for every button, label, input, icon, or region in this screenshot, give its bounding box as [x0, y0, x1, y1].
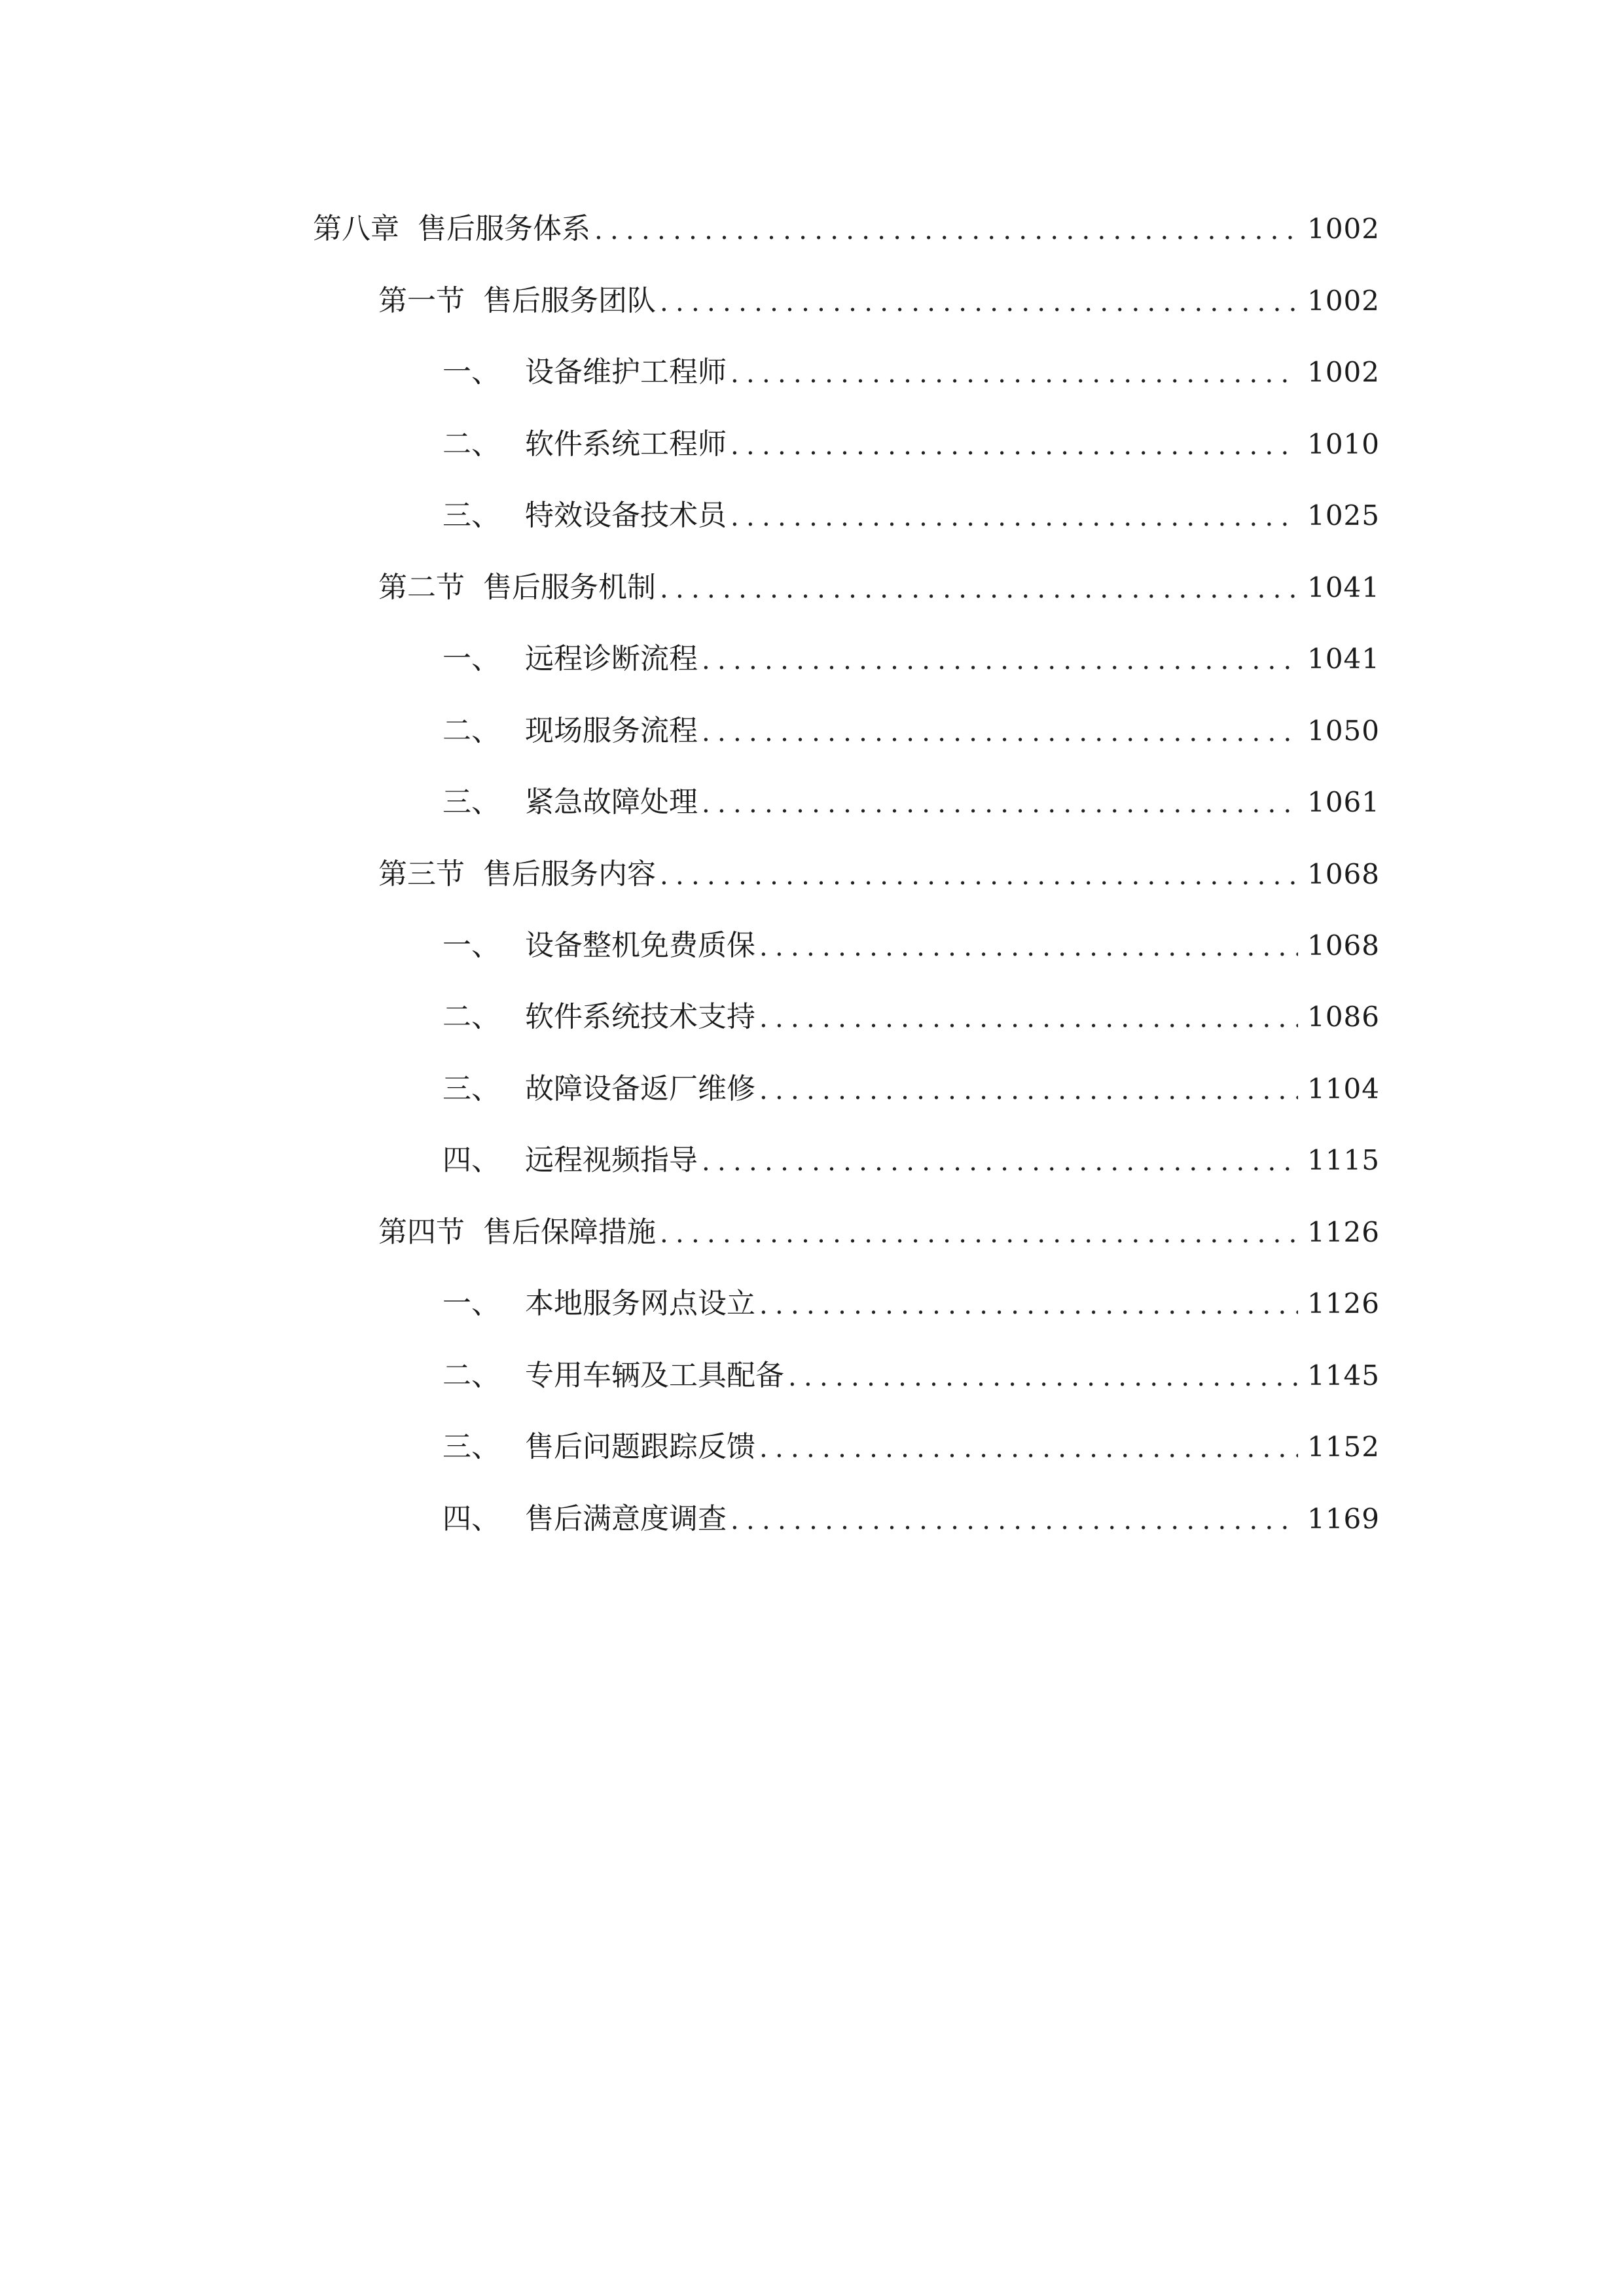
toc-entry-page: 1086 — [1307, 1001, 1380, 1033]
toc-entry-page: 1126 — [1307, 1216, 1380, 1248]
toc-dot-leader — [702, 791, 1298, 817]
toc-item[interactable] — [442, 1496, 1380, 1542]
toc-entry-number: 二、 — [442, 1000, 500, 1033]
toc-entry-number: 二、 — [442, 1359, 500, 1392]
toc-entry-title: 售后满意度调查 — [525, 1502, 727, 1535]
toc-entry-page: 1010 — [1307, 428, 1380, 460]
toc-entry-title: 售后服务体系 — [418, 212, 590, 245]
toc-entry-title: 特效设备技术员 — [525, 499, 727, 532]
toc-entry-number: 三、 — [442, 499, 500, 532]
toc-entry-title: 设备整机免费质保 — [525, 929, 755, 962]
toc-dot-leader — [594, 217, 1298, 243]
toc-entry-page: 1152 — [1307, 1431, 1380, 1463]
toc-entry-number: 四、 — [442, 1143, 500, 1177]
toc-entry-page: 1025 — [1307, 499, 1380, 531]
toc-dot-leader — [660, 289, 1298, 315]
toc-item[interactable] — [442, 1281, 1380, 1327]
toc-item[interactable] — [442, 636, 1380, 682]
toc-entry-page: 1002 — [1307, 356, 1380, 388]
toc-section-4[interactable] — [378, 1210, 1380, 1255]
toc-entry-title: 售后保障措施 — [483, 1215, 656, 1249]
toc-dot-leader — [702, 1149, 1298, 1175]
toc-entry-title: 售后服务团队 — [483, 284, 656, 317]
toc-item[interactable] — [442, 994, 1380, 1040]
toc-dot-leader — [660, 576, 1298, 602]
toc-dot-leader — [702, 719, 1298, 745]
toc-dot-leader — [660, 863, 1298, 889]
toc-dot-leader — [731, 1507, 1298, 1534]
toc-entry-number: 一、 — [442, 929, 500, 962]
toc-entry-page: 1002 — [1307, 213, 1380, 245]
toc-entry-page: 1061 — [1307, 786, 1380, 818]
toc-dot-leader — [759, 1435, 1298, 1462]
toc-entry-title: 软件系统工程师 — [525, 427, 727, 461]
toc-entry-page: 1126 — [1307, 1287, 1380, 1319]
toc-entry-page: 1050 — [1307, 715, 1380, 747]
toc-dot-leader — [788, 1364, 1298, 1390]
toc-section-3[interactable] — [378, 852, 1380, 897]
toc-entry-page: 1041 — [1307, 643, 1380, 675]
toc-item[interactable] — [442, 708, 1380, 754]
toc-section-2[interactable] — [378, 565, 1380, 611]
toc-entry-number: 二、 — [442, 427, 500, 461]
toc-dot-leader — [759, 1005, 1298, 1031]
toc-entry-number: 第三节 — [378, 857, 465, 891]
toc-dot-leader — [759, 934, 1298, 960]
toc-entry-title: 远程视频指导 — [525, 1143, 698, 1177]
toc-entry-page: 1104 — [1307, 1073, 1380, 1105]
toc-item[interactable] — [442, 780, 1380, 825]
toc-entry-title: 设备维护工程师 — [525, 355, 727, 389]
toc-dot-leader — [759, 1292, 1298, 1318]
toc-entry-title: 故障设备返厂维修 — [525, 1072, 755, 1105]
toc-entry-page: 1068 — [1307, 929, 1380, 961]
toc-item[interactable] — [442, 493, 1380, 539]
toc-entry-number: 第四节 — [378, 1215, 465, 1249]
toc-entry-number: 一、 — [442, 355, 500, 389]
toc-dot-leader — [660, 1221, 1298, 1247]
toc-entry-page: 1041 — [1307, 571, 1380, 603]
toc-entry-number: 四、 — [442, 1502, 500, 1535]
toc-item[interactable] — [442, 1066, 1380, 1112]
toc-entry-title: 现场服务流程 — [525, 714, 698, 747]
toc-entry-number: 二、 — [442, 714, 500, 747]
toc-entry-number: 三、 — [442, 1430, 500, 1463]
toc-entry-number: 一、 — [442, 1287, 500, 1320]
toc-entry-title: 软件系统技术支持 — [525, 1000, 755, 1033]
toc-entry-page: 1002 — [1307, 285, 1380, 317]
toc-item[interactable] — [442, 1424, 1380, 1470]
toc-entry-title: 紧急故障处理 — [525, 785, 698, 819]
toc-item[interactable] — [442, 923, 1380, 969]
toc-chapter-8[interactable] — [313, 206, 1380, 252]
toc-entry-number: 一、 — [442, 642, 500, 675]
toc-entry-page: 1068 — [1307, 858, 1380, 890]
toc-dot-leader — [731, 504, 1298, 530]
toc-dot-leader — [731, 433, 1298, 459]
toc-dot-leader — [702, 647, 1298, 673]
toc-entry-number: 三、 — [442, 1072, 500, 1105]
toc-item[interactable] — [442, 350, 1380, 395]
toc-entry-title: 售后问题跟踪反馈 — [525, 1430, 755, 1463]
toc-entry-title: 远程诊断流程 — [525, 642, 698, 675]
toc-dot-leader — [759, 1077, 1298, 1103]
toc-section-1[interactable] — [378, 278, 1380, 324]
toc-entry-number: 第八章 — [313, 212, 399, 245]
toc-entry-page: 1115 — [1307, 1144, 1380, 1176]
toc-item[interactable] — [442, 1138, 1380, 1183]
toc-entry-page: 1145 — [1307, 1359, 1380, 1391]
toc-item[interactable] — [442, 422, 1380, 467]
toc-entry-title: 专用车辆及工具配备 — [525, 1359, 784, 1392]
toc-entry-number: 第一节 — [378, 284, 465, 317]
toc-entry-title: 本地服务网点设立 — [525, 1287, 755, 1320]
toc-entry-number: 第二节 — [378, 571, 465, 604]
toc-entry-number: 三、 — [442, 785, 500, 819]
toc-item[interactable] — [442, 1353, 1380, 1399]
toc-entry-title: 售后服务机制 — [483, 571, 656, 604]
toc-entry-title: 售后服务内容 — [483, 857, 656, 891]
toc-entry-page: 1169 — [1307, 1503, 1380, 1535]
toc-dot-leader — [731, 361, 1298, 387]
